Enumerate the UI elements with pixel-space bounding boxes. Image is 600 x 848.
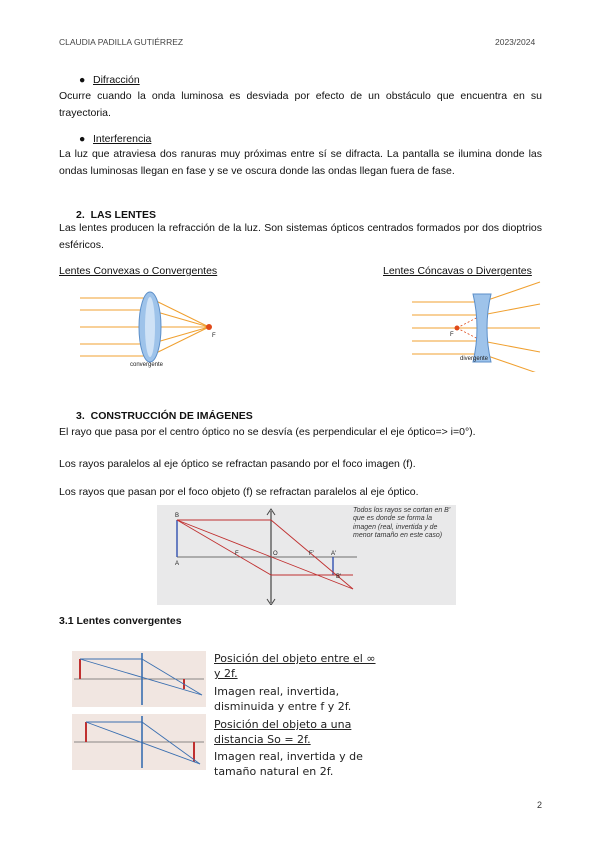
- case1-desc: Imagen real, invertida, disminuida y entre f y 2f.: [214, 685, 352, 713]
- interferencia-title: Interferencia: [93, 133, 152, 145]
- difraccion-text: Ocurre cuando la onda luminosa es desviada por efecto de un obstáculo que encuentra en su trayectoria.: [59, 90, 542, 119]
- bullet-icon: ●: [79, 133, 86, 145]
- convex-lens-diagram: [80, 280, 230, 372]
- case2-desc: Imagen real, invertida y de tamaño natural en 2f.: [214, 750, 363, 778]
- header-author: CLAUDIA PADILLA GUTIÉRREZ: [59, 37, 184, 47]
- lens-highlight: [145, 297, 155, 357]
- interferencia-text: La luz que atraviesa dos ranuras muy próximas entre sí se difracta. La pantalla se ilumina donde las ondas luminosas llegan en fase y se ve oscura donde las ondas llegan fuera de fase.: [59, 148, 542, 177]
- focus-label: F: [450, 332, 454, 338]
- label-O: O: [273, 551, 278, 557]
- concave-lens-diagram: [412, 280, 542, 372]
- focus-label: F: [212, 333, 216, 339]
- label-F-prime: F': [309, 551, 314, 557]
- case2-title: Posición del objeto a una distancia So = 2f.: [214, 718, 352, 746]
- concave-caption: divergente: [460, 356, 489, 362]
- diagram-note: Todos los rayos se cortan en B' que es donde se forma la imagen (real, invertida y de menor tamaño en este caso): [353, 507, 451, 539]
- bullet-icon: ●: [79, 74, 86, 86]
- label-B-prime: B': [336, 574, 342, 580]
- bullet-difraccion: [79, 74, 140, 86]
- focus-point-icon: [206, 324, 212, 330]
- heading-number: 2.: [76, 209, 85, 221]
- case1-diagram: [72, 651, 206, 707]
- difraccion-title: Difracción: [93, 74, 140, 86]
- heading-text: CONSTRUCCIÓN DE IMÁGENES: [90, 410, 253, 422]
- label-A-prime: A': [331, 551, 337, 557]
- case2-diagram: [72, 714, 206, 770]
- header-year: 2023/2024: [495, 37, 536, 47]
- case1-title: Posición del objeto entre el ∞ y 2f.: [214, 652, 376, 680]
- bullet-interferencia: [79, 133, 151, 145]
- rule-2: Los rayos paralelos al eje óptico se refractan pasando por el foco imagen (f).: [59, 458, 416, 470]
- rule-1: El rayo que pasa por el centro óptico no se desvía (es perpendicular el eje óptico=> i=0°).: [59, 426, 476, 438]
- page-number: 2: [537, 800, 543, 810]
- heading-number: 3.: [76, 410, 85, 422]
- convex-label: Lentes Convexas o Convergentes: [59, 265, 218, 277]
- ray-diagram: [157, 505, 456, 605]
- label-A: A: [175, 561, 180, 567]
- subsection-title: 3.1 Lentes convergentes: [59, 615, 182, 627]
- focus-point-icon: [455, 326, 460, 331]
- rule-3: Los rayos que pasan por el foco objeto (f) se refractan paralelos al eje óptico.: [59, 486, 419, 498]
- concave-label: Lentes Cóncavas o Divergentes: [383, 265, 532, 277]
- label-F: F: [235, 551, 239, 557]
- rays: [177, 520, 353, 589]
- label-B: B: [175, 513, 180, 519]
- section-heading-construccion: [76, 410, 253, 422]
- convex-caption: convergente: [130, 362, 164, 368]
- heading-text: LAS LENTES: [90, 209, 156, 221]
- lentes-text: Las lentes producen la refracción de la luz. Son sistemas ópticos centrados formados por dos dioptrios esféricos.: [59, 222, 542, 251]
